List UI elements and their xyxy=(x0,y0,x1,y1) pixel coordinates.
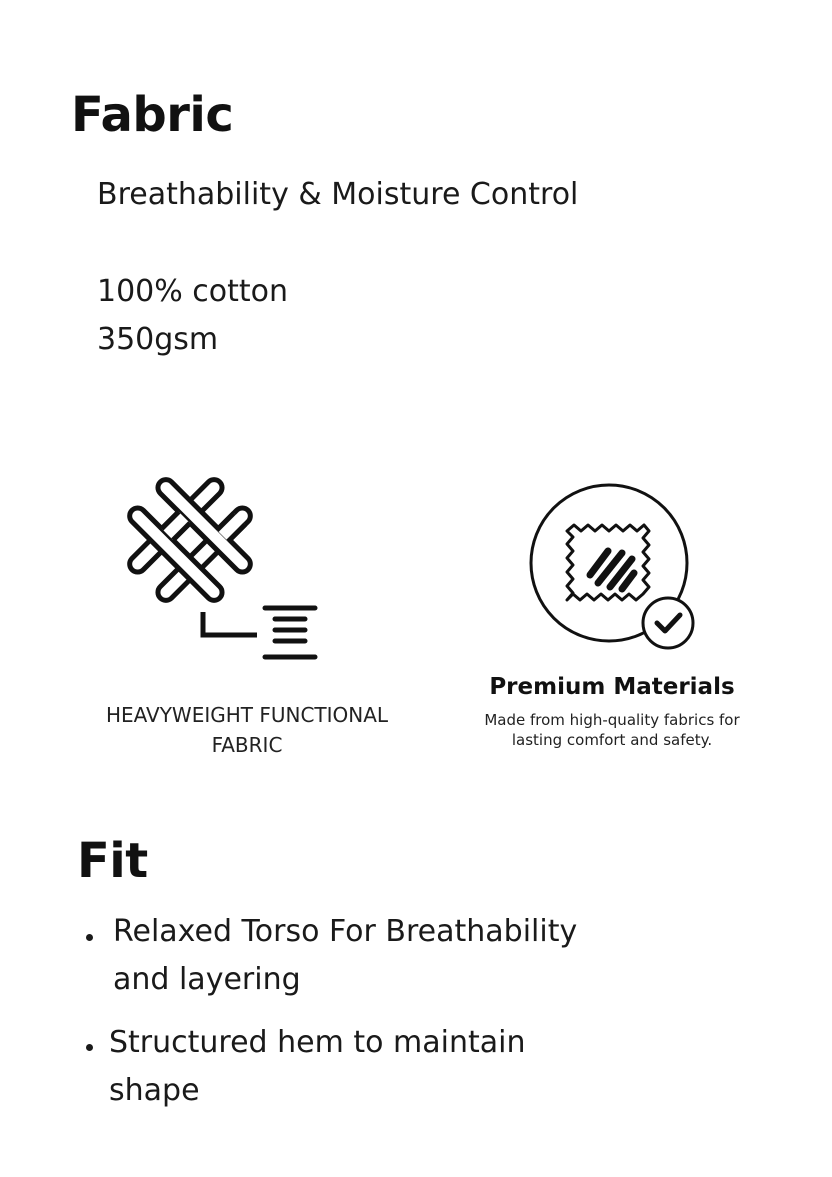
fabric-weight: 350gsm xyxy=(97,322,219,357)
premium-materials-title: Premium Materials xyxy=(489,674,735,700)
fabric-composition: 100% cotton xyxy=(97,274,289,309)
fit-heading: Fit xyxy=(77,833,148,889)
premium-desc-line2: lasting comfort and safety. xyxy=(511,731,713,749)
bullet-dot xyxy=(86,934,93,941)
woven-fabric-icon xyxy=(115,470,330,670)
heavyweight-caption-line2: FABRIC xyxy=(211,733,283,757)
fit-bullet-1-line2: and layering xyxy=(113,962,301,997)
fabric-subtitle: Breathability & Moisture Control xyxy=(97,177,579,212)
heavyweight-caption xyxy=(72,700,422,760)
premium-desc-line1: Made from high-quality fabrics for xyxy=(484,711,740,729)
fit-bullet-2-line2: shape xyxy=(109,1073,200,1108)
premium-materials-desc xyxy=(452,710,772,750)
fit-bullet-1-line1: Relaxed Torso For Breathability xyxy=(113,914,578,949)
bullet-dot xyxy=(86,1044,93,1051)
fabric-heading: Fabric xyxy=(71,87,234,143)
heavyweight-caption-line1: HEAVYWEIGHT FUNCTIONAL xyxy=(105,703,389,727)
fabric-swatch-check-icon xyxy=(522,483,702,653)
fit-bullet-2-line1: Structured hem to maintain xyxy=(109,1025,526,1060)
